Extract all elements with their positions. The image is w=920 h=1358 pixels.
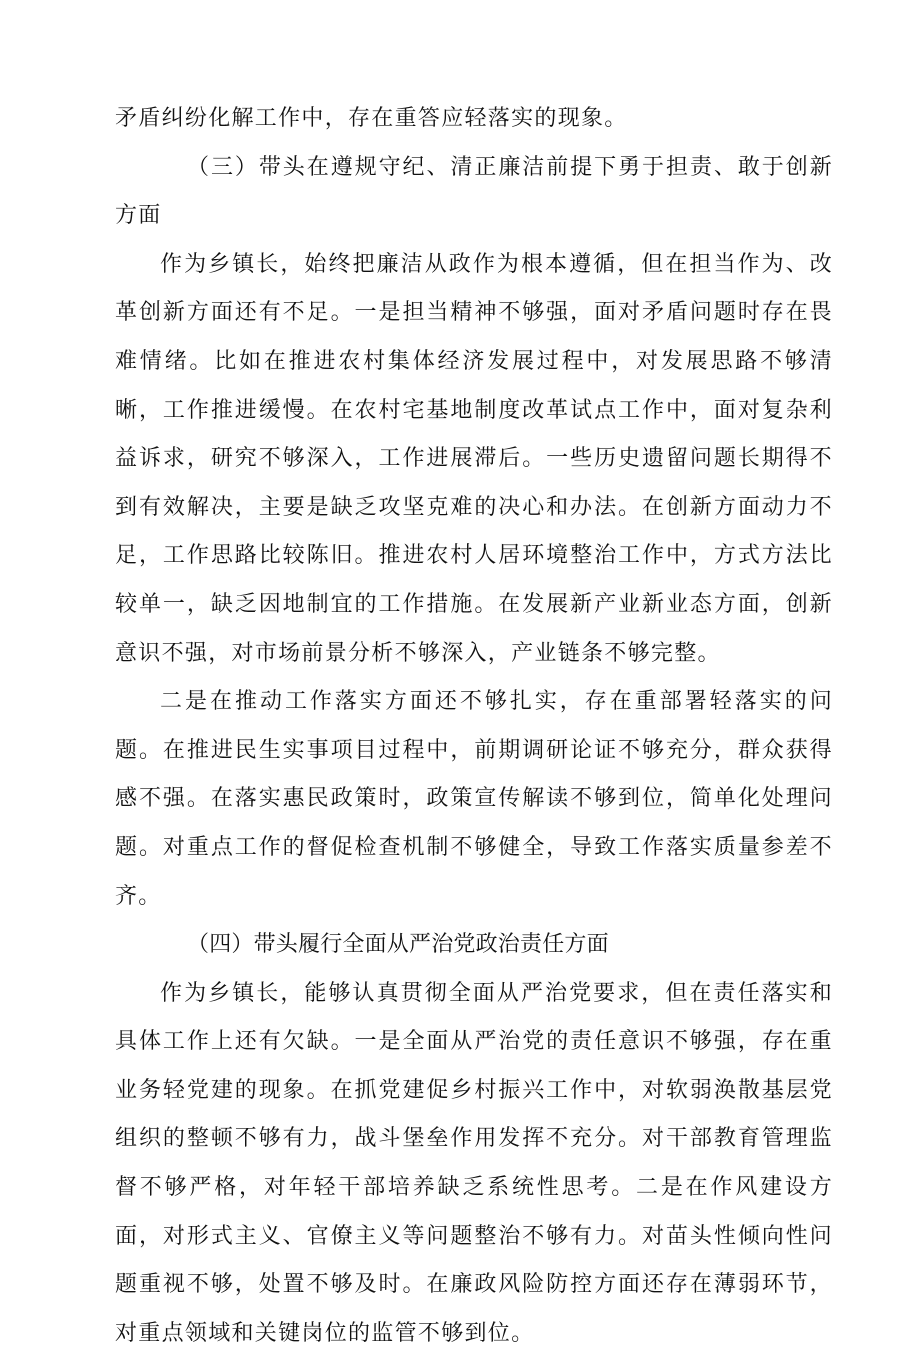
paragraph-continuation: 矛盾纠纷化解工作中，存在重答应轻落实的现象。 — [115, 106, 628, 131]
paragraph-party-governance: 作为乡镇长，能够认真贯彻全面从严治党要求，但在责任落实和具体工作上还有欠缺。一是全面从严治党的责任意识不够强，存在重业务轻党建的现象。在抓党建促乡村振兴工作中，对软弱涣散基层党组织的整顿不够有力，战斗堡垒作用发挥不充分。对干部教育管理监督不够严格，对年轻干部培养缺乏系统性思考。二是在作风建设方面，对形式主义、官僚主义等问题整治不够有力。对苗头性倾向性问题重视不够，处置不够及时。在廉政风险防控方面还存在薄弱环节，对重点领域和关键岗位的监管不够到位。 — [115, 980, 833, 1346]
section-heading-4: （四）带头履行全面从严治党政治责任方面 — [187, 932, 609, 958]
paragraph-implementation: 二是在推动工作落实方面还不够扎实，存在重部署轻落实的问题。在推进民生实事项目过程中，前期调研论证不够充分，群众获得感不强。在落实惠民政策时，政策宣传解读不够到位，简单化处理问题。对重点工作的督促检查机制不够健全，导致工作落实质量参差不齐。 — [115, 689, 833, 909]
document-body — [115, 95, 833, 1358]
paragraph-innovation: 作为乡镇长，始终把廉洁从政作为根本遵循，但在担当作为、改革创新方面还有不足。一是担当精神不够强，面对矛盾问题时存在畏难情绪。比如在推进农村集体经济发展过程中，对发展思路不够清晰，工作推进缓慢。在农村宅基地制度改革试点工作中，面对复杂利益诉求，研究不够深入，工作进展滞后。一些历史遗留问题长期得不到有效解决，主要是缺乏攻坚克难的决心和办法。在创新方面动力不足，工作思路比较陈旧。推进农村人居环境整治工作中，方式方法比较单一，缺乏因地制宜的工作措施。在发展新产业新业态方面，创新意识不强，对市场前景分析不够深入，产业链条不够完整。 — [115, 251, 833, 666]
section-heading-3: （三）带头在遵规守纪、清正廉洁前提下勇于担责、敢于创新方面 — [115, 154, 833, 229]
